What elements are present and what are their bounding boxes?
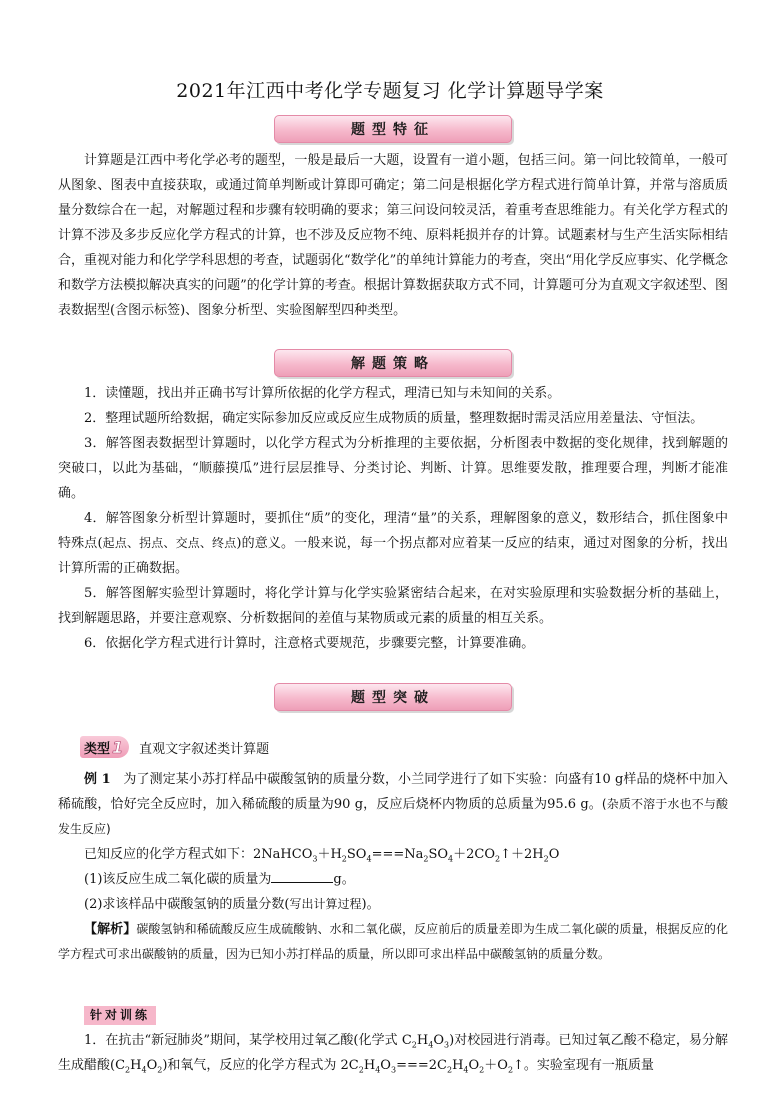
type-number: 1 bbox=[112, 737, 124, 757]
strategy-item-4: 4．解答图象分析型计算题时，要抓住“质”的变化，理清“量”的关系，理解图象的意义，数形结合，抓住图象中特殊点(起点、拐点、交点、终点)的意义。一般来说，每一个拐点都对应着某一反应的结束，通过对图象的分析，找出计算所需的正确数据。 bbox=[58, 511, 728, 576]
strategy-item-5: 5．解答图解实验型计算题时，将化学计算与化学实验紧密结合起来，在对实验原理和实验数据分析的基础上，找到解题思路，并要注意观察、分析数据间的差值与某物质或元素的质量的相互关系。 bbox=[58, 586, 728, 626]
example-block bbox=[58, 767, 728, 967]
strategy-item-6: 6．依据化学方程式进行计算时，注意格式要规范，步骤要完整，计算要准确。 bbox=[84, 636, 535, 651]
example-question-1: (1)该反应生成二氧化碳的质量为 g。 bbox=[84, 872, 355, 887]
strategy-item-3: 3．解答图表数据型计算题时，以化学方程式为分析推理的主要依据，分析图表中数据的变化规律，找到解题的突破口，以此为基础，“顺藤摸瓜”进行层层推导、分类讨论、判断、计算。思维要发散，推理要合理，判断才能准确。 bbox=[58, 436, 728, 501]
section-banner-features: 题型特征 bbox=[274, 115, 512, 143]
type-label: 直观文字叙述类计算题 bbox=[139, 741, 270, 757]
example-analysis: 【解析】碳酸氢钠和稀硫酸反应生成硫酸钠、水和二氧化碳，反应前后的质量差即为生成二氧化碳的质量，根据反应的化学方程式可求出碳酸钠的质量，因为已知小苏打样品的质量，所以即可求出样品中碳酸氢钠的质量分数。 bbox=[58, 922, 728, 961]
type-badge: 类型 1 bbox=[80, 736, 129, 758]
training-item-1: 1．在抗击“新冠肺炎”期间，某学校用过氧乙酸(化学式 $C_2H_4O_3$)对校园进行消毒。已知过氧乙酸不稳定，易分解生成醋酸$(C_2H_4O_2)$和氧气，反应的化学方程式为 $2C_2H_4O_3===2C_2H_4O_2+O_2↑$。实验室现有一瓶质量 bbox=[58, 1033, 729, 1075]
training-label: 针对训练 bbox=[84, 1006, 156, 1025]
training-label-row bbox=[84, 1003, 728, 1028]
section-banner-strategy: 解题策略 bbox=[274, 349, 512, 377]
strategy-item-2: 2．整理试题所给数据，确定实际参加反应或反应生成物质的质量，整理数据时需灵活应用差量法、守恒法。 bbox=[84, 411, 704, 426]
type-1-heading bbox=[80, 735, 269, 759]
section-banner-breakthrough: 题型突破 bbox=[274, 683, 512, 711]
answer-blank[interactable] bbox=[271, 870, 333, 883]
page-title: 2021年江西中考化学专题复习 化学计算题导学案 bbox=[176, 80, 604, 102]
strategy-list bbox=[58, 381, 728, 656]
example-equation: 已知反应的化学方程式如下：$2NaHCO_3+H_2SO_4===Na_2SO_4+2CO_2↑+2H_2O$ bbox=[84, 847, 560, 864]
training-block bbox=[58, 1003, 728, 1078]
example-1-stem: 例 1 为了测定某小苏打样品中碳酸氢钠的质量分数，小兰同学进行了如下实验：向盛有10 g样品的烧杯中加入稀硫酸，恰好完全反应时，加入稀硫酸的质量为90 g，反应后烧杯内物质的总质量为95.6 g。(杂质不溶于水也不与酸发生反应) bbox=[58, 772, 728, 836]
example-question-2: (2)求该样品中碳酸氢钠的质量分数(写出计算过程)。 bbox=[84, 897, 380, 912]
features-paragraph: 计算题是江西中考化学必考的题型，一般是最后一大题，设置有一道小题，包括三问。第一问比较简单，一般可从图象、图表中直接获取，或通过简单判断或计算即可确定；第二问是根据化学方程式进行简单计算，并常与溶质质量分数综合在一起，对解题过程和步骤有较明确的要求；第三问设问较灵活，着重考查思维能力。有关化学方程式的计算不涉及多步反应化学方程式的计算，也不涉及反应物不纯、原料耗损并存的计算。试题素材与生产生活实际相结合，重视对能力和化学学科思想的考查，试题弱化“数学化”的单纯计算能力的考查，突出“用化学反应事实、化学概念和数学方法模拟解决真实的问题”的化学计算的考查。根据计算数据获取方式不同，计算题可分为直观文字叙述型、图表数据型(含图示标签)、图象分析型、实验图解型四种类型。 bbox=[58, 153, 728, 318]
strategy-item-1: 1．读懂题，找出并正确书写计算所依据的化学方程式，理清已知与未知间的关系。 bbox=[84, 386, 561, 401]
features-paragraph-block bbox=[58, 148, 728, 323]
